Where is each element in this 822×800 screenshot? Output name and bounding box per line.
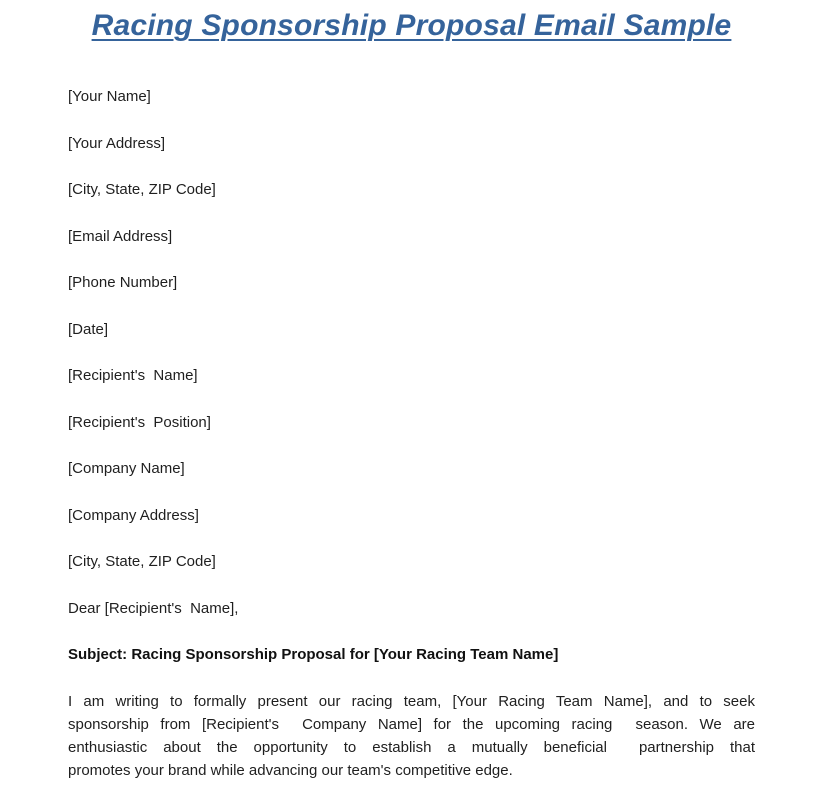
sender-email-line: [Email Address]	[68, 227, 173, 245]
recipient-name-line: [Recipient's Name]	[68, 367, 198, 384]
company-city-line: [City, State, ZIP Code]	[68, 553, 216, 570]
salutation: Dear [Recipient's Name],	[68, 599, 239, 617]
date-line: [Date]	[68, 320, 109, 338]
body-paragraph-line: enthusiastic about the opportunity to establish a mutually beneficial partnership that	[68, 738, 755, 756]
sender-city-line: [City, State, ZIP Code]	[68, 181, 216, 198]
sender-name-line: [Your Name]	[68, 88, 151, 105]
company-name-line: [Company Name]	[68, 460, 185, 477]
sender-phone-line: [Phone Number]	[68, 274, 178, 291]
body-paragraph-line: I am writing to formally present our racing team, [Your Racing Team Name], and to seek	[68, 692, 755, 710]
page-title: Racing Sponsorship Proposal Email Sample	[91, 9, 732, 42]
body-paragraph	[68, 690, 755, 782]
subject-line: Subject: Racing Sponsorship Proposal for [Your Racing Team Name]	[68, 646, 559, 663]
body-paragraph-line: promotes your brand while advancing our team's competitive edge.	[68, 761, 513, 779]
company-address-line: [Company Address]	[68, 506, 199, 524]
recipient-position-line: [Recipient's Position]	[68, 413, 211, 431]
body-paragraph-line: sponsorship from [Recipient's Company Name] for the upcoming racing season. We are	[68, 715, 755, 733]
sender-address-line: [Your Address]	[68, 134, 166, 152]
